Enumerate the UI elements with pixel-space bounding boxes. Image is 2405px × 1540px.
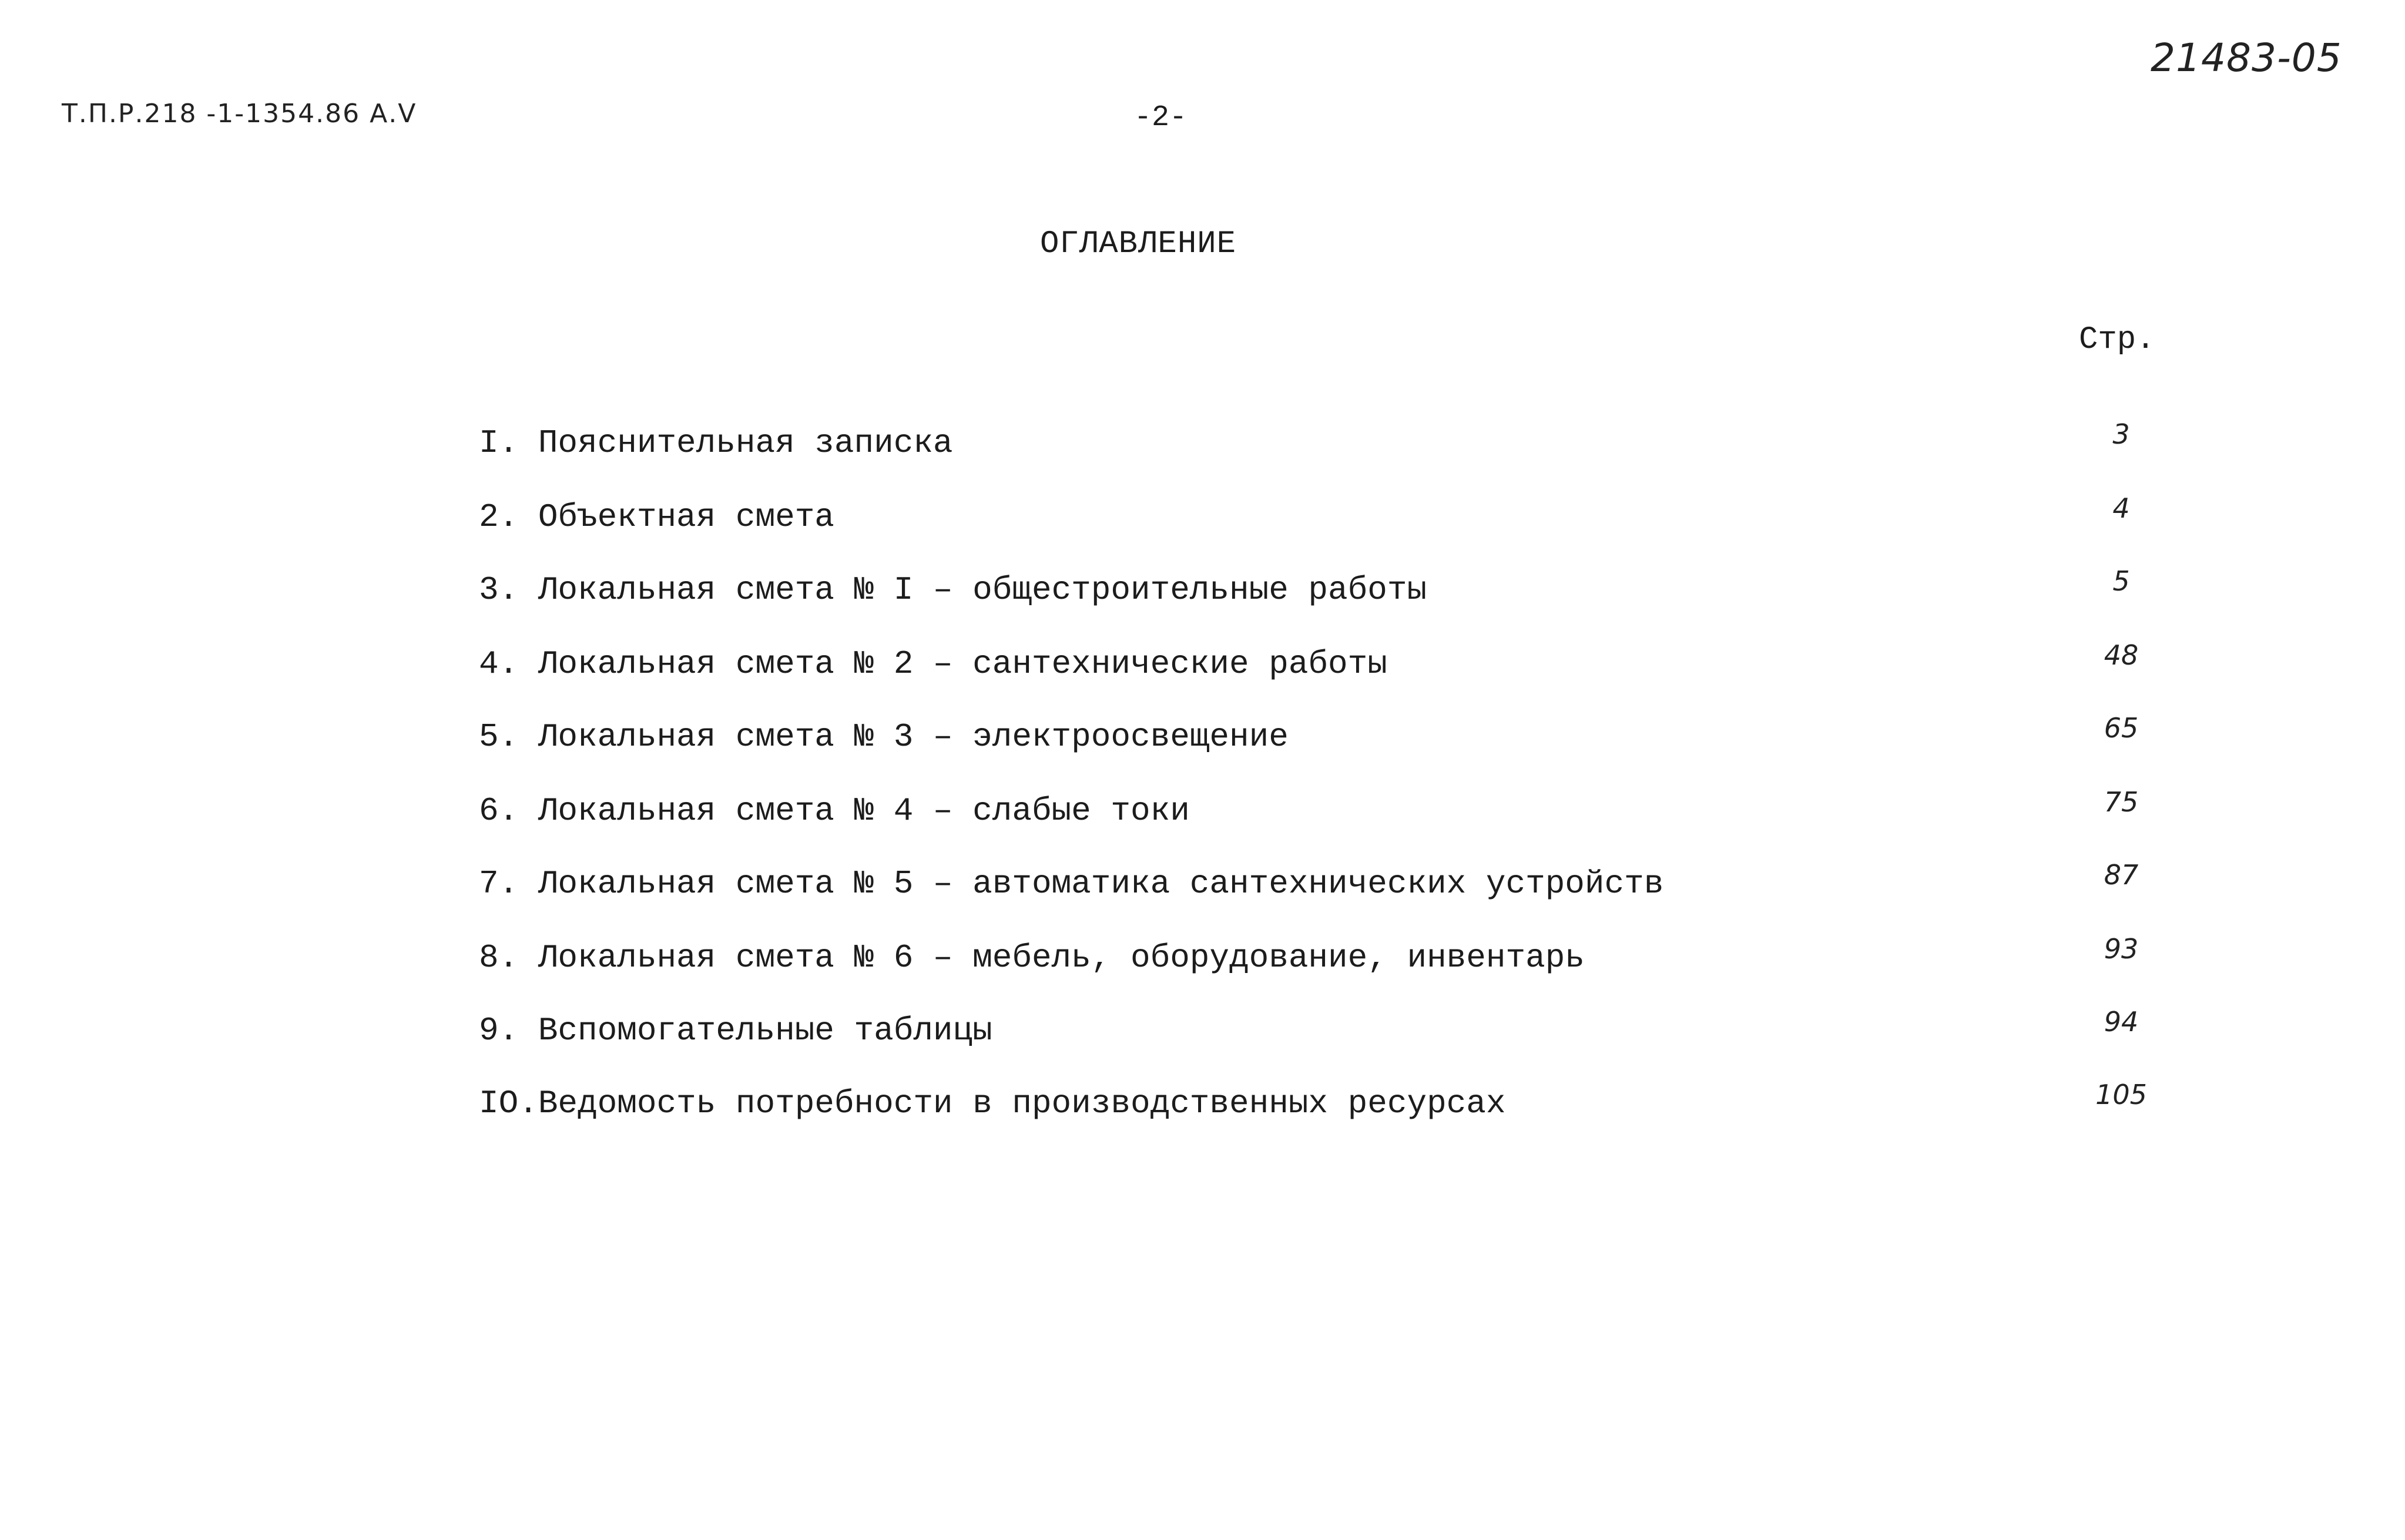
toc-entry-text: I. Пояснительная записка [479, 424, 953, 462]
archive-number: 21483-05 [2151, 35, 2342, 80]
toc-entry-1 [479, 418, 2242, 477]
toc-entry-text: 3. Локальная смета № I – общестроительные работы [479, 571, 1427, 609]
toc-entry-page: 75 [2104, 786, 2139, 818]
toc-entry-4 [479, 639, 2242, 698]
toc-entry-page: 3 [2112, 418, 2130, 450]
toc-entry-text: IO.Ведомость потребности в производственных ресурсах [479, 1085, 1506, 1122]
toc-entry-3 [479, 565, 2242, 624]
toc-entry-7 [479, 859, 2242, 918]
toc-entry-text: 8. Локальная смета № 6 – мебель, оборудование, инвентарь [479, 939, 1585, 977]
toc-entry-text: 4. Локальная смета № 2 – сантехнические работы [479, 645, 1387, 683]
toc-entry-page: 48 [2104, 639, 2139, 671]
toc-entry-10 [479, 1079, 2242, 1138]
toc-entry-text: 9. Вспомогательные таблицы [479, 1012, 992, 1049]
toc-title: ОГЛАВЛЕНИЕ [1040, 226, 1237, 262]
toc-entry-text: 7. Локальная смета № 5 – автоматика сантехнических устройств [479, 865, 1664, 902]
toc-entry-text: 6. Локальная смета № 4 – слабые токи [479, 792, 1190, 830]
toc-entry-page: 93 [2104, 933, 2139, 965]
toc-entry-text: 2. Объектная смета [479, 498, 834, 536]
toc-entry-page: 5 [2112, 565, 2130, 597]
toc-entry-2 [479, 492, 2242, 551]
toc-entry-6 [479, 786, 2242, 845]
toc-entry-9 [479, 1006, 2242, 1065]
page-number: -2- [1134, 101, 1188, 135]
page-column-header: Стр. [2079, 322, 2155, 358]
toc-entry-page: 94 [2104, 1006, 2139, 1038]
toc-entry-page: 87 [2104, 859, 2139, 891]
toc-entry-text: 5. Локальная смета № 3 – электроосвещение [479, 718, 1289, 756]
toc-entry-8 [479, 933, 2242, 992]
toc-entry-page: 4 [2112, 492, 2130, 524]
toc-entry-page: 105 [2095, 1079, 2147, 1110]
toc-entry-5 [479, 712, 2242, 771]
toc-entry-page: 65 [2104, 712, 2139, 744]
document-code: Т.П.Р.218 -1-1354.86 А.V [62, 99, 417, 129]
